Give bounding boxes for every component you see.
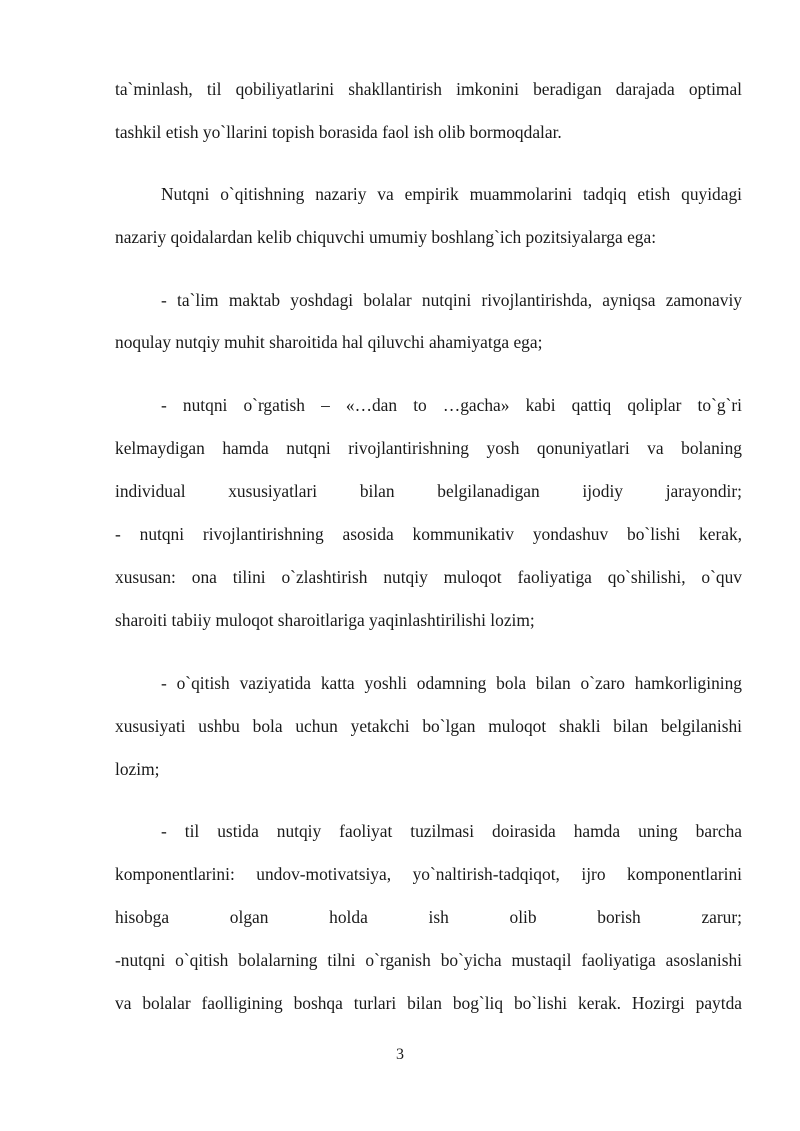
text-line: noqulay nutqiy muhit sharoitida hal qiluvchi ahamiyatga ega;: [115, 332, 543, 352]
text-line: - o`qitish vaziyatida katta yoshli odamning bola bilan o`zaro hamkorligining: [161, 673, 742, 693]
text-line: - nutqni o`rgatish – «…dan to …gacha» kabi qattiq qoliplar to`g`ri: [161, 395, 742, 415]
page-number: 3: [396, 1046, 404, 1063]
text-line: nazariy qoidalardan kelib chiquvchi umumiy boshlang`ich pozitsiyalarga ega:: [115, 227, 657, 247]
text-line: ta`minlash, til qobiliyatlarini shakllantirish imkonini beradigan darajada optimal: [115, 79, 742, 99]
text-line: Nutqni o`qitishning nazariy va empirik muammolarini tadqiq etish quyidagi: [161, 184, 742, 204]
text-line: - ta`lim maktab yoshdagi bolalar nutqini rivojlantirishda, ayniqsa zamonaviy: [161, 290, 742, 310]
text-line: - til ustida nutqiy faoliyat tuzilmasi doirasida hamda uning barcha: [161, 821, 742, 841]
text-line: individual xususiyatlari bilan belgilanadigan ijodiy jarayondir;: [115, 481, 742, 501]
text-line: xususan: ona tilini o`zlashtirish nutqiy muloqot faoliyatiga qo`shilishi, o`quv: [115, 567, 742, 587]
text-line: komponentlarini: undov-motivatsiya, yo`naltirish-tadqiqot, ijro komponentlarini: [115, 864, 742, 884]
text-line: hisobga olgan holda ish olib borish zarur;: [115, 907, 742, 927]
text-line: lozim;: [115, 759, 160, 779]
text-line: -nutqni o`qitish bolalarning tilni o`rganish bo`yicha mustaqil faoliyatiga asoslanishi: [115, 950, 742, 970]
text-line: xususiyati ushbu bola uchun yetakchi bo`lgan muloqot shakli bilan belgilanishi: [115, 716, 742, 736]
text-line: va bolalar faolligining boshqa turlari bilan bog`liq bo`lishi kerak. Hozirgi paytda: [115, 993, 742, 1013]
text-line: kelmaydigan hamda nutqni rivojlantirishning yosh qonuniyatlari va bolaning: [115, 438, 742, 458]
text-line: tashkil etish yo`llarini topish borasida faol ish olib bormoqdalar.: [115, 122, 562, 142]
text-line: sharoiti tabiiy muloqot sharoitlariga yaqinlashtirilishi lozim;: [115, 610, 535, 630]
text-line: - nutqni rivojlantirishning asosida kommunikativ yondashuv bo`lishi kerak,: [115, 524, 742, 544]
